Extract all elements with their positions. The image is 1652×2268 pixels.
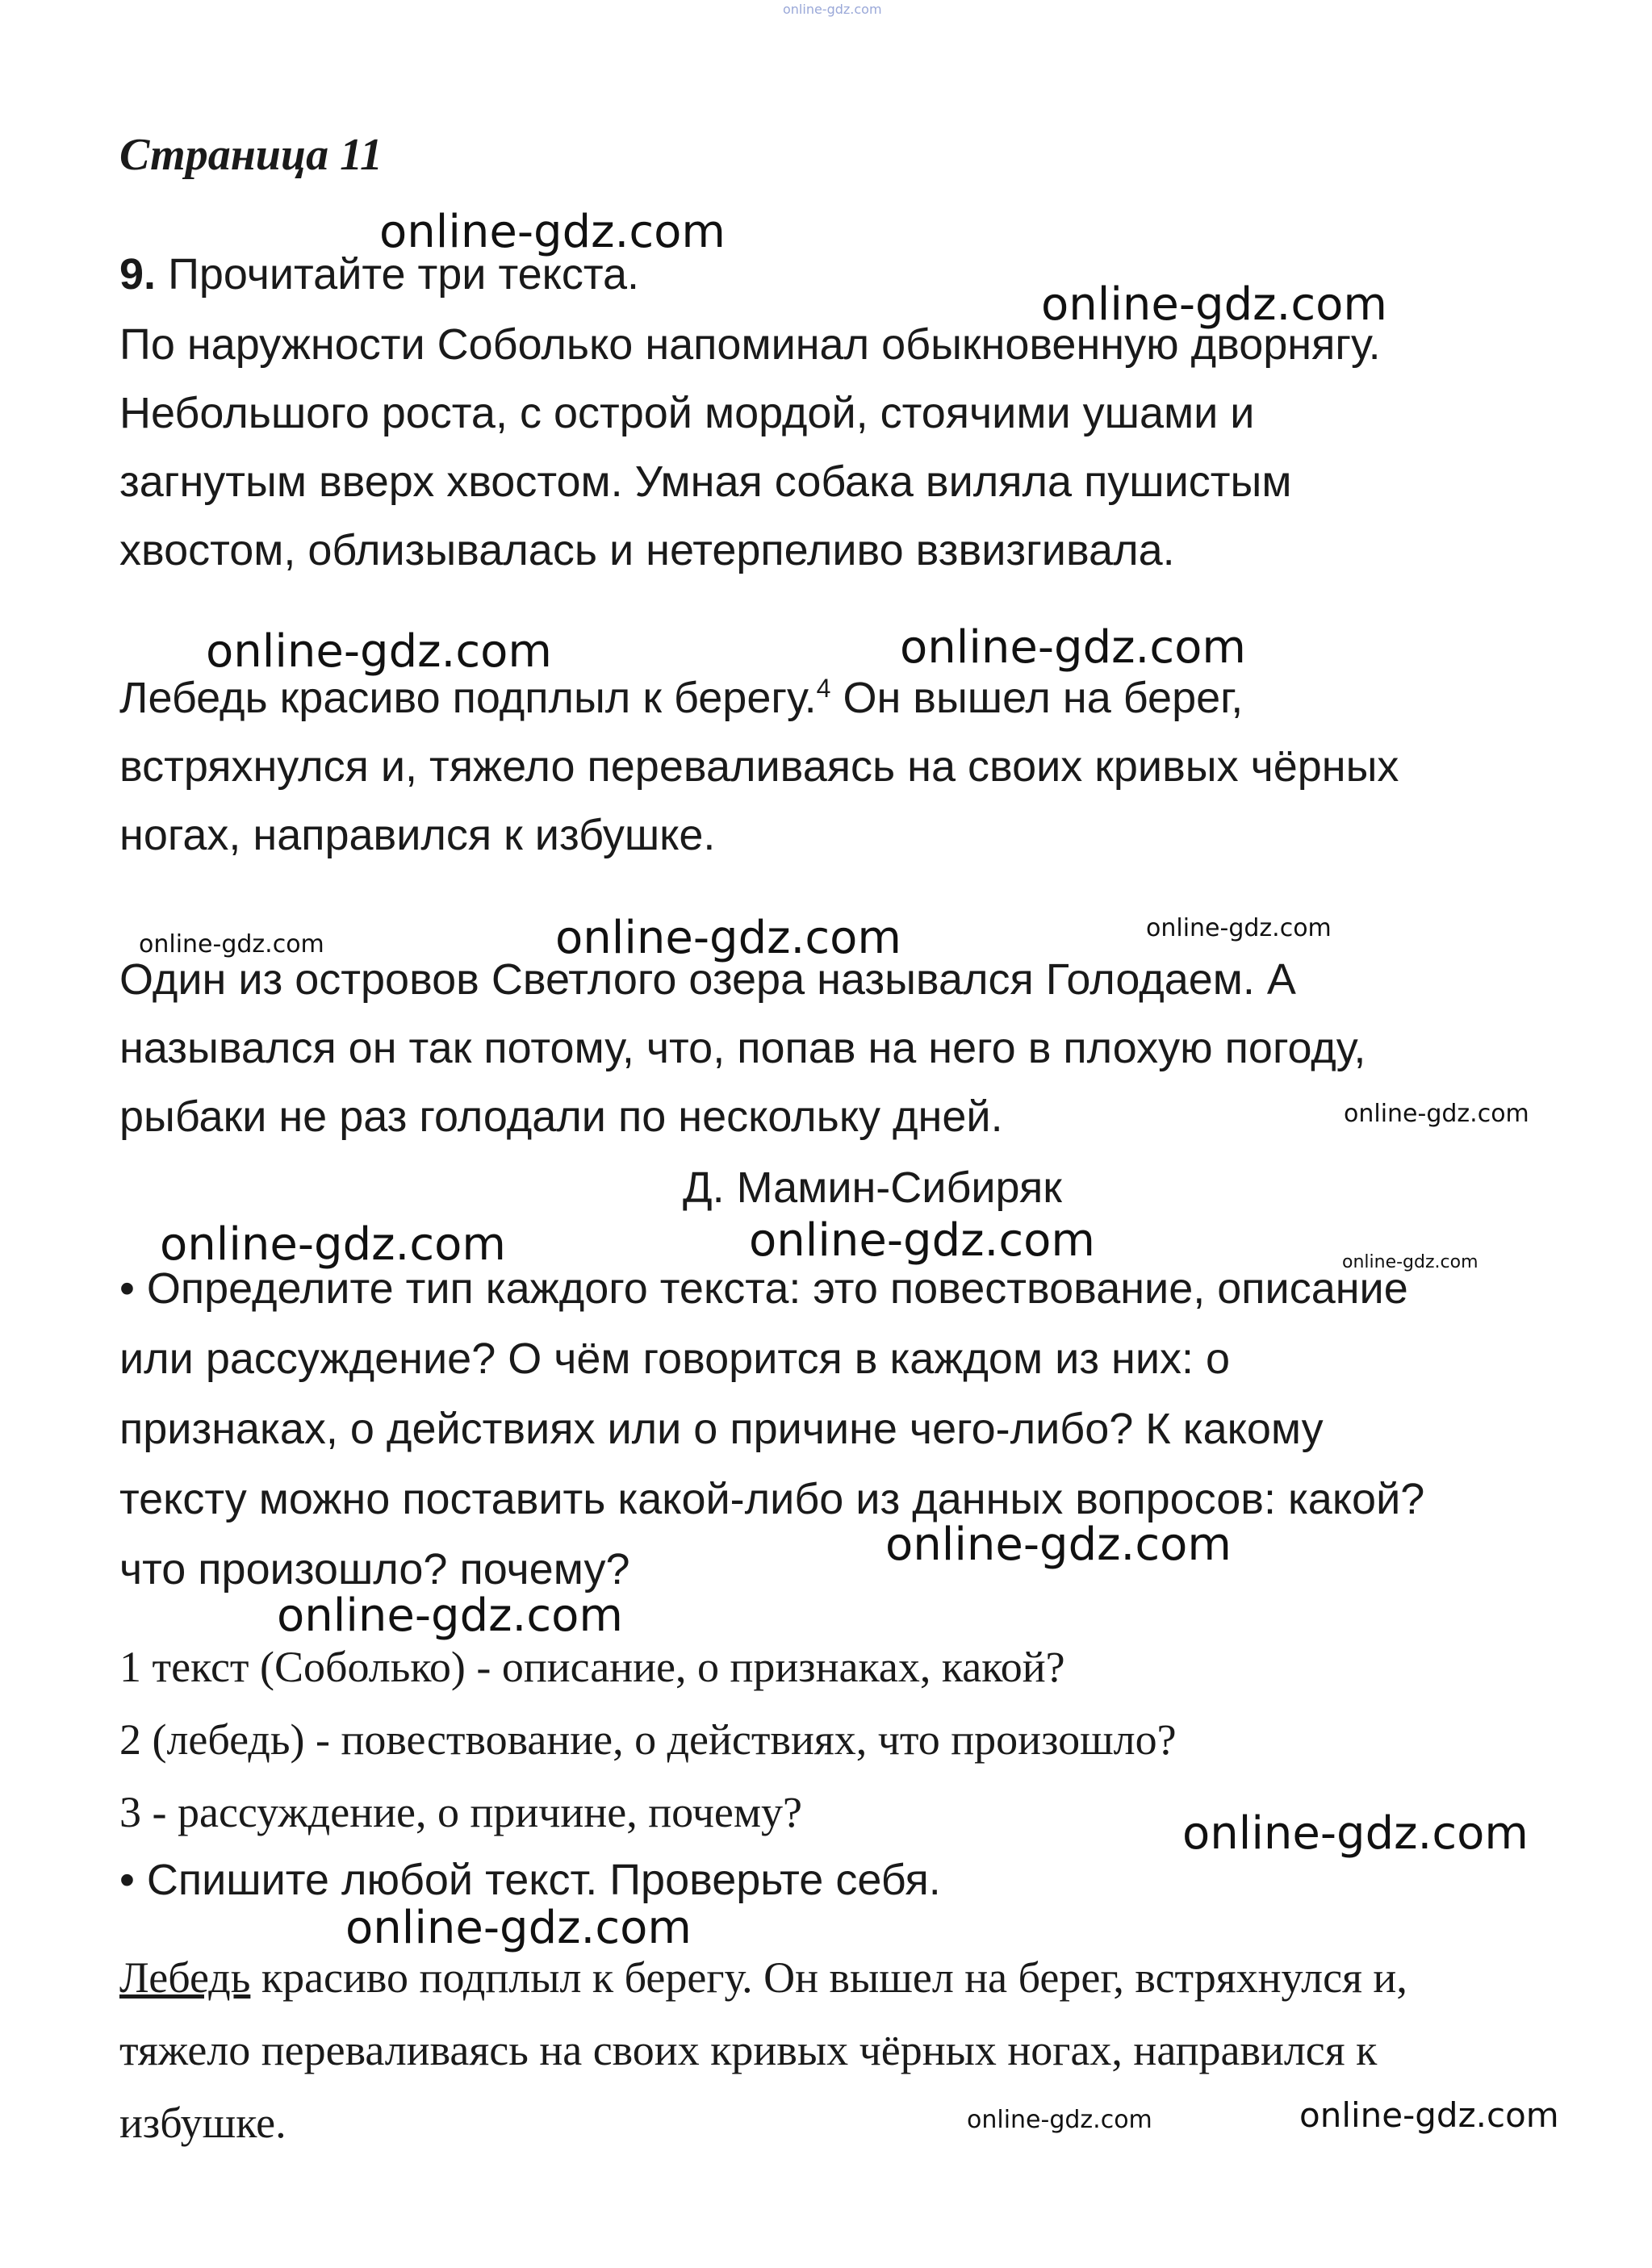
- watermark: online-gdz.com: [277, 1589, 623, 1642]
- text1-line-3: загнутым вверх хвостом. Умная собака виляла пушистым: [119, 457, 1292, 506]
- question-line-1: • Определите тип каждого текста: это повествование, описание: [119, 1264, 1408, 1313]
- text2-line-2: встряхнулся и, тяжело переваливаясь на своих кривых чёрных: [119, 742, 1399, 791]
- watermark: online-gdz.com: [1344, 1100, 1529, 1128]
- watermark: online-gdz.com: [1182, 1807, 1529, 1860]
- answer-1: 1 текст (Соболько) - описание, о признаках, какой?: [119, 1643, 1065, 1691]
- footnote-marker: 4: [816, 674, 831, 703]
- watermark: online-gdz.com: [345, 1902, 692, 1954]
- watermark: online-gdz.com: [160, 1218, 506, 1271]
- watermark: online-gdz.com: [1299, 2095, 1559, 2135]
- text3-line-2: назывался он так потому, что, попав на него в плохую погоду,: [119, 1024, 1366, 1072]
- task-title: Прочитайте три текста.: [168, 250, 640, 299]
- copy-line-1-rest: красиво подплыл к берегу. Он вышел на берег, встряхнулся и,: [250, 1953, 1407, 2002]
- watermark: online-gdz.com: [139, 930, 324, 959]
- question-line-5: что произошло? почему?: [119, 1545, 630, 1593]
- watermark: online-gdz.com: [885, 1518, 1232, 1571]
- task-number: 9.: [119, 250, 157, 299]
- watermark: online-gdz.com: [900, 621, 1246, 674]
- question-line-4: тексту можно поставить какой-либо из данных вопросов: какой?: [119, 1475, 1425, 1523]
- watermark: online-gdz.com: [1041, 278, 1387, 331]
- question-line-2: или рассуждение? О чём говорится в каждом из них: о: [119, 1334, 1231, 1383]
- copy-line-1: [119, 1953, 1407, 2003]
- text2-sentence-2: Он вышел на берег,: [830, 674, 1244, 722]
- copy-line-3: избушке.: [119, 2099, 286, 2147]
- underlined-subject: Лебедь: [119, 1953, 251, 2002]
- text1-line-4: хвостом, облизывалась и нетерпеливо взвизгивала.: [119, 526, 1175, 574]
- question-line-3: признаках, о действиях или о причине чего-либо? К какому: [119, 1405, 1324, 1453]
- answer-2: 2 (лебедь) - повествование, о действиях, что произошло?: [119, 1715, 1177, 1764]
- watermark: online-gdz.com: [555, 912, 901, 964]
- answer-3: 3 - рассуждение, о причине, почему?: [119, 1788, 802, 1836]
- text1-line-1: По наружности Соболько напоминал обыкновенную дворнягу.: [119, 320, 1381, 369]
- watermark: online-gdz.com: [206, 625, 552, 678]
- watermark: online-gdz.com: [1146, 914, 1332, 942]
- watermark-top: online-gdz.com: [783, 2, 882, 17]
- instruction: • Спишите любой текст. Проверьте себя.: [119, 1856, 941, 1904]
- text1-line-2: Небольшого роста, с острой мордой, стоячими ушами и: [119, 389, 1255, 437]
- watermark: online-gdz.com: [967, 2106, 1152, 2134]
- text3-line-1: Один из островов Светлого озера назывался Голодаем. А: [119, 955, 1296, 1004]
- watermark: online-gdz.com: [379, 206, 726, 258]
- text3-line-3: рыбаки не раз голодали по нескольку дней.: [119, 1092, 1003, 1141]
- copy-line-2: тяжело переваливаясь на своих кривых чёрных ногах, направился к: [119, 2026, 1378, 2074]
- author: Д. Мамин-Сибиряк: [683, 1163, 1062, 1212]
- text2-sentence-1: Лебедь красиво подплыл к берегу.: [119, 674, 817, 722]
- page-heading: Страница 11: [119, 130, 383, 180]
- text2-line-3: ногах, направился к избушке.: [119, 811, 716, 859]
- text2-line-1: [119, 672, 1243, 725]
- watermark: online-gdz.com: [749, 1214, 1095, 1267]
- watermark: online-gdz.com: [1342, 1252, 1478, 1272]
